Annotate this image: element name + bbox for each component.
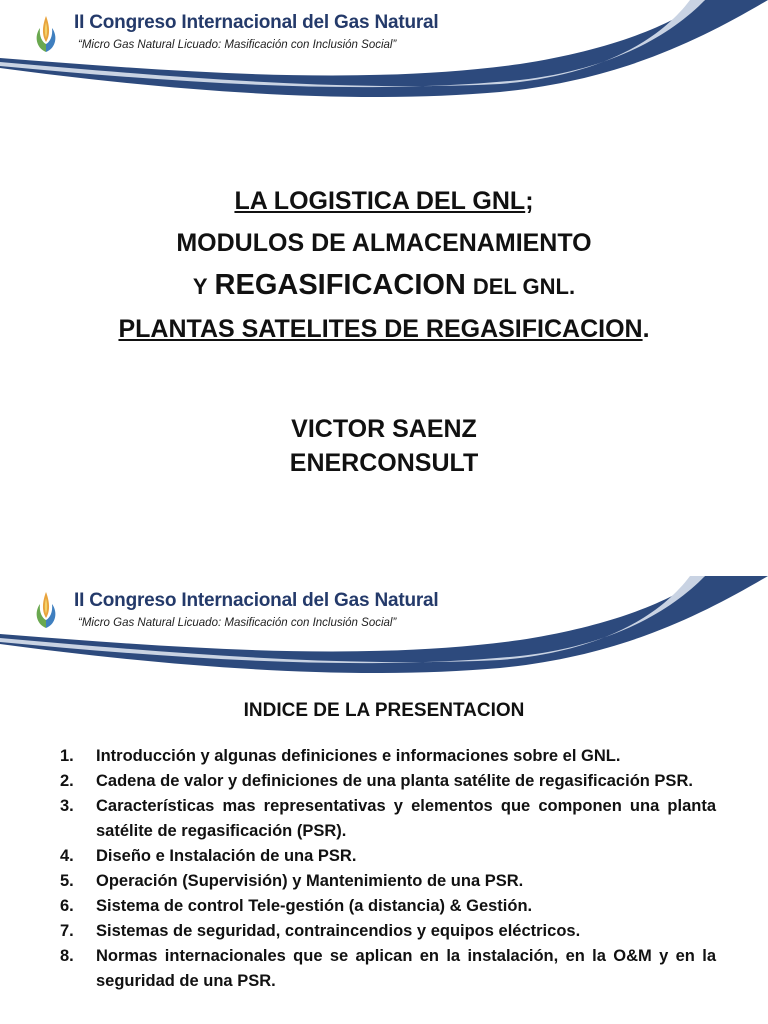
congress-logo-icon	[28, 14, 64, 56]
index-item	[54, 794, 716, 844]
index-item-number: 1.	[60, 747, 74, 765]
index-item-text: Operación (Supervisión) y Mantenimiento de una PSR.	[96, 872, 524, 890]
index-item-text: Cadena de valor y definiciones de una planta satélite de regasificación PSR.	[96, 772, 693, 790]
author-organization: ENERCONSULT	[289, 449, 479, 477]
index-item	[54, 919, 716, 944]
index-item	[54, 894, 716, 919]
presentation-title	[0, 180, 768, 350]
index-title: INDICE DE LA PRESENTACION	[243, 700, 525, 721]
title-line-1: LA LOGISTICA DEL GNL;	[234, 187, 534, 215]
index-item-number: 7.	[60, 922, 74, 940]
index-item-number: 3.	[60, 797, 74, 815]
slide-index	[0, 512, 768, 1024]
conference-title: II Congreso Internacional del Gas Natural	[74, 590, 439, 611]
title-line-4: PLANTAS SATELITES DE REGASIFICACION.	[118, 315, 650, 343]
index-item-text: Sistema de control Tele-gestión (a distancia) & Gestión.	[96, 897, 533, 915]
title-line-2: MODULOS DE ALMACENAMIENTO	[176, 229, 592, 257]
index-item	[54, 744, 716, 769]
conference-subtitle: “Micro Gas Natural Licuado: Masificación con Inclusión Social”	[78, 617, 397, 629]
index-item-text: Normas internacionales que se aplican en la instalación, en la O&M y en la seguridad de una PSR.	[96, 947, 716, 990]
conference-title: II Congreso Internacional del Gas Natural	[74, 12, 439, 33]
conference-subtitle: “Micro Gas Natural Licuado: Masificación con Inclusión Social”	[78, 39, 397, 51]
index-item	[54, 869, 716, 894]
congress-logo-icon	[28, 590, 64, 632]
index-item	[54, 844, 716, 869]
title-line-3: Y REGASIFICACION DEL GNL.	[192, 269, 576, 301]
index-item-number: 4.	[60, 847, 74, 865]
index-list	[54, 744, 716, 994]
index-item-number: 8.	[60, 947, 74, 965]
index-item-number: 5.	[60, 872, 74, 890]
index-item-text: Introducción y algunas definiciones e informaciones sobre el GNL.	[96, 747, 621, 765]
index-item-text: Características mas representativas y elementos que componen una planta satélite de regasificación (PSR).	[96, 797, 716, 840]
index-item	[54, 944, 716, 994]
index-item-text: Sistemas de seguridad, contraincendios y equipos eléctricos.	[96, 922, 581, 940]
index-item-number: 6.	[60, 897, 74, 915]
index-item	[54, 769, 716, 794]
index-item-text: Diseño e Instalación de una PSR.	[96, 847, 357, 865]
author-name: VICTOR SAENZ	[291, 415, 477, 443]
author-block	[0, 412, 768, 480]
index-item-number: 2.	[60, 772, 74, 790]
